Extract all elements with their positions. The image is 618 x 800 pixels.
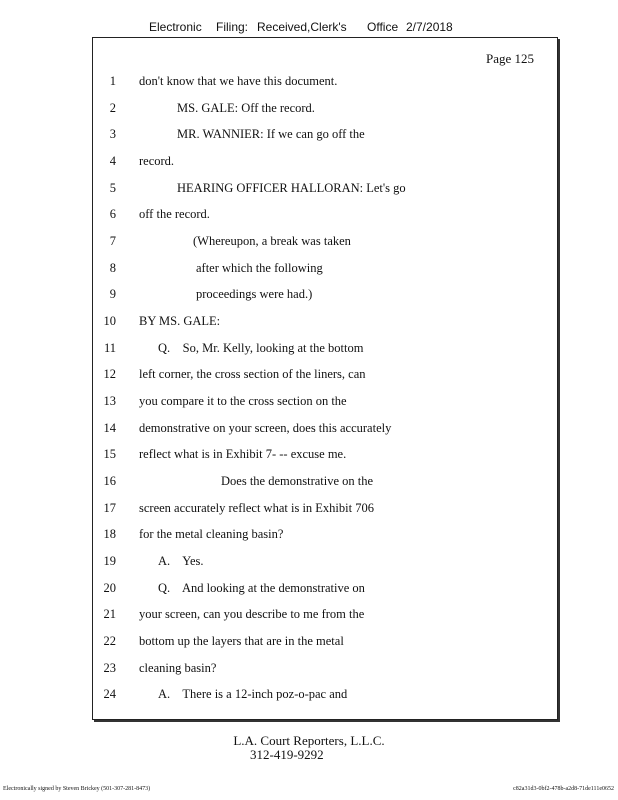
- transcript-line: [0, 421, 618, 441]
- line-number: 2: [109, 101, 116, 115]
- transcript-line: [0, 607, 618, 627]
- line-number: 5: [109, 181, 116, 195]
- transcript-line: [0, 181, 618, 201]
- line-text: proceedings were had.): [196, 287, 313, 301]
- line-number: 8: [109, 261, 116, 275]
- transcript-line: [0, 314, 618, 334]
- transcript-line: [0, 501, 618, 521]
- line-text: A. There is a 12-inch poz-o-pac and: [158, 687, 348, 701]
- header-word-filing: Filing:: [216, 20, 249, 34]
- line-text: Q. So, Mr. Kelly, looking at the bottom: [158, 341, 364, 355]
- line-number: 23: [103, 661, 116, 675]
- line-text: HEARING OFFICER HALLORAN: Let's go: [177, 181, 406, 195]
- transcript-line: [0, 634, 618, 654]
- document-hash: c82a31d3-0bf2-478b-a2d8-71de111e0652: [513, 786, 614, 792]
- line-text: record.: [139, 154, 175, 168]
- line-number: 1: [109, 74, 116, 88]
- transcript-line: [0, 234, 618, 254]
- line-number: 17: [103, 501, 116, 515]
- line-number: 20: [103, 581, 116, 595]
- line-text: left corner, the cross section of the liners, can: [139, 367, 366, 381]
- line-number: 4: [109, 154, 116, 168]
- transcript-line: [0, 74, 618, 94]
- header-word-received: Received,Clerk's: [257, 20, 347, 34]
- line-number: 6: [109, 207, 116, 221]
- line-text: MR. WANNIER: If we can go off the: [177, 127, 365, 141]
- header-date: 2/7/2018: [406, 20, 453, 34]
- line-text: BY MS. GALE:: [139, 314, 221, 328]
- line-number: 9: [109, 287, 116, 301]
- line-text: for the metal cleaning basin?: [139, 527, 284, 541]
- transcript-line: [0, 394, 618, 414]
- transcript-line: [0, 127, 618, 147]
- header-word-electronic: Electronic: [149, 20, 202, 34]
- line-text: Q. And looking at the demonstrative on: [158, 581, 365, 595]
- line-number: 3: [109, 127, 116, 141]
- line-text: reflect what is in Exhibit 7- -- excuse me.: [139, 447, 347, 461]
- line-number: 22: [103, 634, 116, 648]
- transcript-line: [0, 287, 618, 307]
- line-number: 10: [103, 314, 116, 328]
- transcript-line: [0, 261, 618, 281]
- line-number: 13: [103, 394, 116, 408]
- transcript-line: [0, 687, 618, 707]
- transcript-line: [0, 341, 618, 361]
- transcript-line: [0, 447, 618, 467]
- line-number: 14: [103, 421, 116, 435]
- line-number: 15: [103, 447, 116, 461]
- transcript-line: [0, 581, 618, 601]
- line-text: MS. GALE: Off the record.: [177, 101, 315, 115]
- electronic-signature: Electronically signed by Steven Brickey (501-307-281-8473): [3, 786, 151, 792]
- reporter-company: L.A. Court Reporters, L.L.C.: [233, 733, 385, 748]
- transcript-line: [0, 367, 618, 387]
- transcript-line: [0, 207, 618, 227]
- line-text: your screen, can you describe to me from the: [139, 607, 365, 621]
- line-text: demonstrative on your screen, does this accurately: [139, 421, 392, 435]
- line-text: cleaning basin?: [139, 661, 217, 675]
- transcript-line: [0, 554, 618, 574]
- line-text: bottom up the layers that are in the metal: [139, 634, 344, 648]
- filing-header: [0, 20, 618, 36]
- line-number: 7: [109, 234, 116, 248]
- line-text: after which the following: [196, 261, 323, 275]
- header-word-office: Office: [367, 20, 399, 34]
- line-text: (Whereupon, a break was taken: [193, 234, 351, 248]
- line-number: 16: [103, 474, 116, 488]
- line-text: off the record.: [139, 207, 210, 221]
- line-number: 18: [103, 527, 116, 541]
- line-number: 12: [103, 367, 116, 381]
- line-text: you compare it to the cross section on the: [139, 394, 347, 408]
- transcript-line: [0, 154, 618, 174]
- line-text: Does the demonstrative on the: [221, 474, 374, 488]
- transcript-line: [0, 101, 618, 121]
- transcript-line: [0, 661, 618, 681]
- line-number: 24: [103, 687, 116, 701]
- line-number: 11: [103, 341, 116, 355]
- transcript-line: [0, 527, 618, 547]
- line-number: 21: [103, 607, 116, 621]
- line-text: screen accurately reflect what is in Exhibit 706: [139, 501, 374, 515]
- reporter-phone: 312-419-9292: [250, 747, 324, 762]
- line-text: A. Yes.: [158, 554, 204, 568]
- line-number: 19: [103, 554, 116, 568]
- transcript-line: [0, 474, 618, 494]
- page-number: Page 125: [485, 51, 534, 66]
- line-text: don't know that we have this document.: [139, 74, 338, 88]
